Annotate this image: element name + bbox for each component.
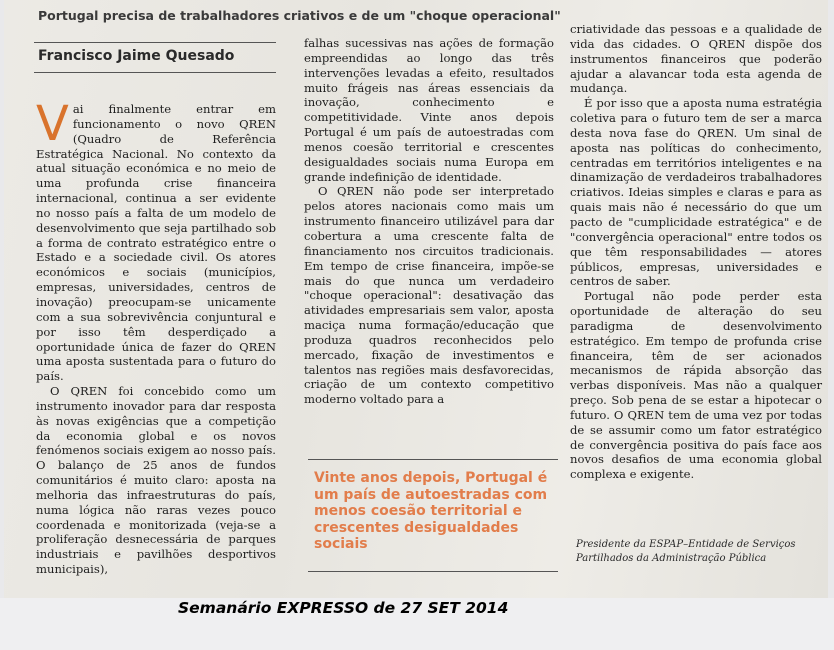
column-2 [304, 36, 554, 407]
column-1 [36, 96, 276, 577]
col1-paragraph-2: O QREN foi concebido como um instrumento inovador para dar resposta às novas exigências que a competição da economia global e os novos fenómenos sociais exigem ao nosso país. O balanço de 25 anos de fundos comunitários é muito claro: aposta na melhoria das infraestruturas do país, numa lógica não raras vezes pouco coordenada e monitorizada (veja-se a proliferação desnecessária de parques industriais e pavilhões desportivos municipais), [36, 384, 276, 577]
newspaper-clipping [4, 0, 828, 598]
col3-paragraph-2: É por isso que a aposta numa estratégia coletiva para o futuro tem de ser a marca desta nova fase do QREN. Um sinal de aposta nas políticas do conhecimento, centradas em territórios inteligentes e na dinamização de verdadeiros trabalhadores criativos. Ideias simples e claras e para as quais mais não é necessário do que um pacto de "cumplicidade estratégica" e de "convergência operacional" entre todos os que têm responsabilidades — atores públicos, empresas, universidades e centros de saber. [570, 96, 822, 289]
pullquote-rule-bottom [308, 571, 558, 572]
drop-cap: V [36, 96, 69, 152]
col3-paragraph-1: criatividade das pessoas e a qualidade de vida das cidades. O QREN dispõe dos instrumentos financeiros que poderão ajudar a alavancar toda esta agenda de mudança. [570, 22, 822, 96]
article-author: Francisco Jaime Quesado [38, 48, 235, 64]
pullquote-rule-top [308, 459, 558, 460]
col2-paragraph-2: O QREN não pode ser interpretado pelos atores nacionais como mais um instrumento financeiro utilizável para dar cobertura a uma crescente falta de financiamento nos circuitos tradicionais. Em tempo de crise financeira, impõe-se mais do que nunca um verdadeiro "choque operacional": desativação das atividades empresariais sem valor, aposta maciça numa formação/educação que produza quadros reconhecidos pelo mercado, fixação de investimentos e talentos nas regiões mais desfavorecidas, criação de um contexto competitivo moderno voltado para a [304, 184, 554, 407]
col3-paragraph-3: Portugal não pode perder esta oportunidade de alteração do seu paradigma de desenvolvimento estratégico. Em tempo de profunda crise financeira, têm de ser acionados mecanismos de rápida absorção das verbas disponíveis. Mas não a qualquer preço. Sob pena de se estar a hipotecar o futuro. O QREN tem de uma vez por todas de se assumir como um fator estratégico de convergência positiva do país face aos novos desafios de uma economia global complexa e exigente. [570, 289, 822, 482]
col1-paragraph-1-text: ai finalmente entrar em funcionamento o novo QREN (Quadro de Referência Estratégica Nacional. No contexto da atual situação económica e no meio de uma profunda crise financeira internacional, continua a ser evidente no nosso país a falta de um modelo de desenvolvimento que seja partilhado sob a forma de contrato estratégico entre o Estado e a sociedade civil. Os atores económicos e sociais (municípios, empresas, universidades, centros de inovação) preocupam-se unicamente com a sua sobrevivência conjuntural e por isso têm desperdiçado a oportunidade única de fazer do QREN uma aposta sustentada para o futuro do país. [36, 102, 276, 384]
column-3 [570, 22, 822, 482]
pull-quote: Vinte anos depois, Portugal é um país de autoestradas com menos coesão territorial e crescentes desigualdades sociais [314, 470, 548, 552]
source-caption: Semanário EXPRESSO de 27 SET 2014 [178, 599, 509, 617]
col1-paragraph-1 [36, 96, 276, 384]
author-signature: Presidente da ESPAP–Entidade de Serviços Partilhados da Administração Pública [576, 539, 796, 564]
col2-paragraph-1: falhas sucessivas nas ações de formação empreendidas ao longo das três intervenções levadas a efeito, resultados muito frágeis nas áreas essenciais da inovação, conhecimento e competitividade. Vinte anos depois Portugal é um país de autoestradas com menos coesão territorial e crescentes desigualdades sociais numa Europa em grande indefinição de identidade. [304, 36, 554, 184]
author-rule-bottom [34, 72, 276, 73]
author-rule-top [34, 42, 276, 43]
article-header: Portugal precisa de trabalhadores criativos e de um "choque operacional" [38, 8, 561, 23]
